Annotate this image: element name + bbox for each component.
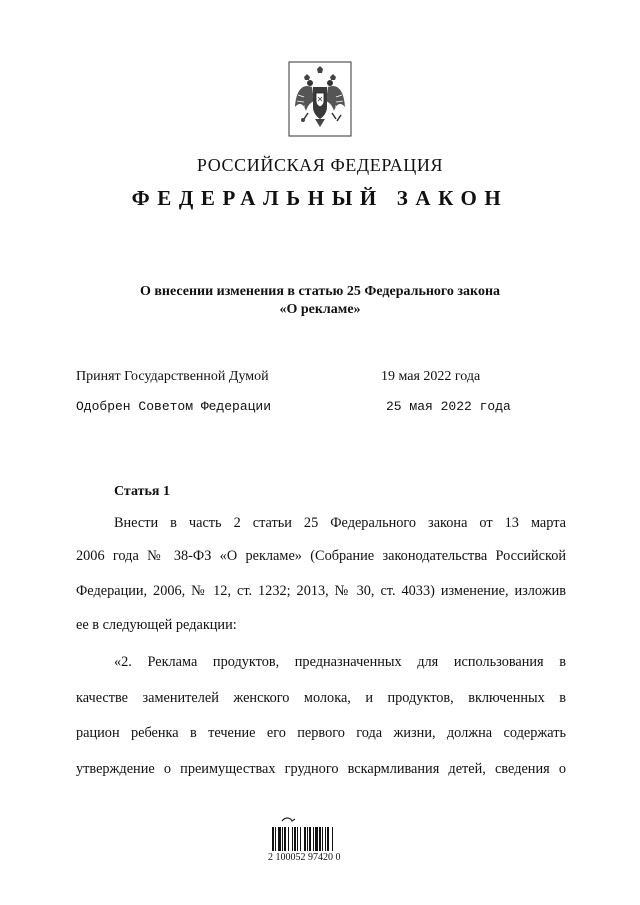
body-line: утверждение о преимуществах грудного вскармливания детей, сведения о — [76, 761, 566, 777]
duma-adoption-row — [76, 369, 556, 389]
council-approval-label: Одобрен Советом Федерации — [76, 399, 272, 414]
document-type-heading: ФЕДЕРАЛЬНЫЙ ЗАКОН — [131, 186, 509, 210]
body-line: 2006 года № 38-ФЗ «О рекламе» (Собрание законодательства Российской — [76, 548, 566, 564]
law-title-line-1: О внесении изменения в статью 25 Федерального закона — [139, 284, 501, 299]
council-approval-date: 25 мая 2022 года — [386, 399, 511, 414]
body-line: качестве заменителей женского молока, и продуктов, включенных в — [76, 690, 566, 706]
council-approval-row — [76, 399, 556, 419]
coat-of-arms-icon — [288, 61, 352, 137]
country-name: РОССИЙСКАЯ ФЕДЕРАЦИЯ — [196, 155, 444, 175]
article-heading: Статья 1 — [114, 484, 170, 499]
body-line: рацион ребенка в течение его первого года жизни, должна содержать — [76, 725, 566, 741]
body-line: «2. Реклама продуктов, предназначенных для использования в — [114, 654, 566, 670]
duma-adoption-date: 19 мая 2022 года — [381, 369, 481, 384]
duma-adoption-label: Принят Государственной Думой — [76, 369, 269, 384]
barcode-number: 2 100052 97420 0 — [268, 852, 341, 863]
law-title-line-2: «О рекламе» — [279, 302, 361, 317]
body-line: Федерации, 2006, № 12, ст. 1232; 2013, № 30, ст. 4033) изменение, изложив — [76, 583, 566, 599]
law-title — [0, 283, 640, 319]
body-line: ее в следующей редакции: — [76, 617, 237, 633]
body-line: Внести в часть 2 статьи 25 Федерального закона от 13 марта — [114, 515, 566, 531]
